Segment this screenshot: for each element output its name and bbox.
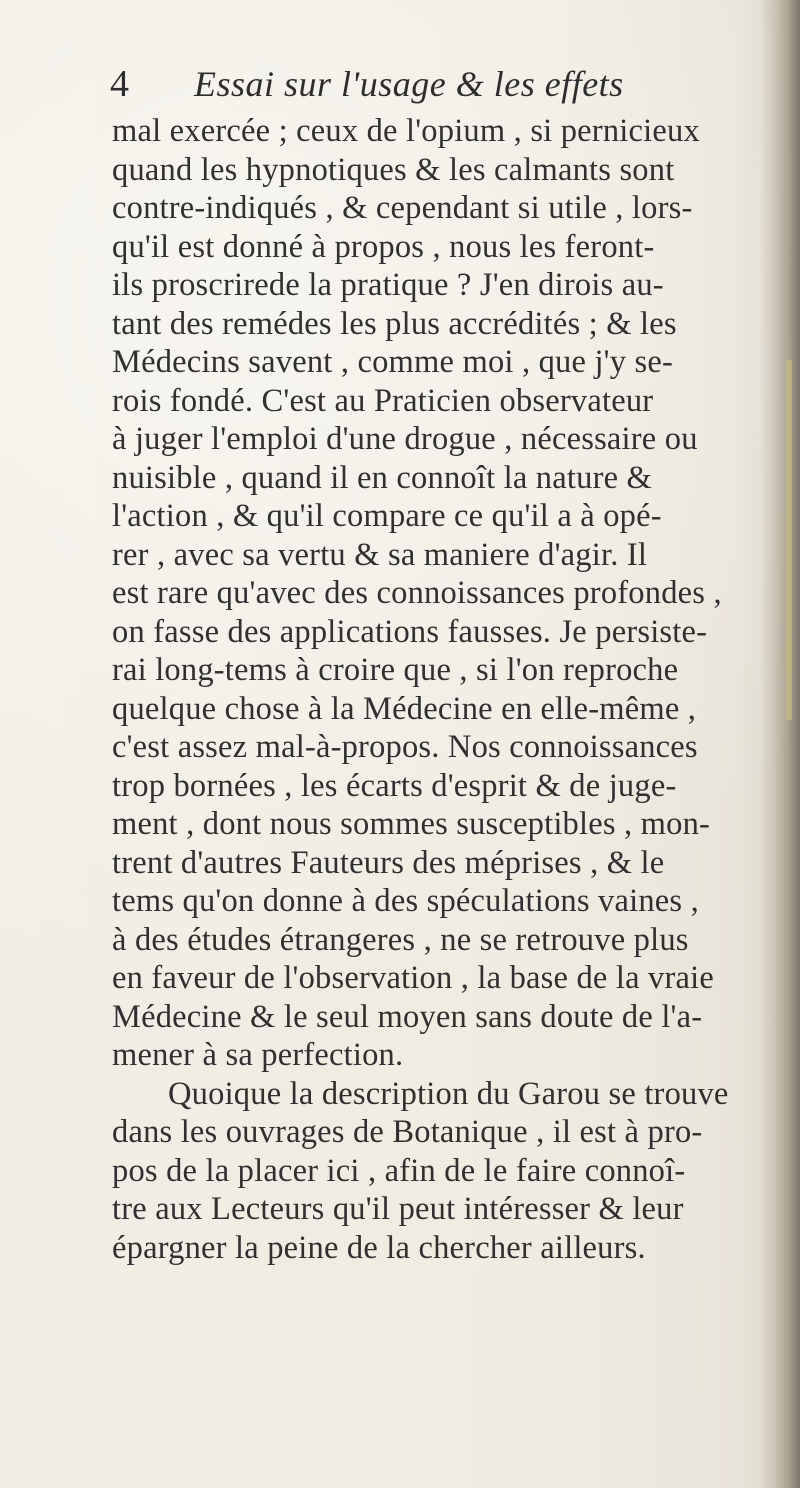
text-line: contre-indiqués , & cependant si utile , lors-: [112, 190, 693, 226]
text-line: rer , avec sa vertu & sa maniere d'agir. Il: [112, 536, 648, 573]
text-line: trop bornées , les écarts d'esprit & de juge-: [112, 767, 677, 804]
text-line: en faveur de l'observation , la base de la vraie: [112, 960, 714, 996]
text-line: trent d'autres Fauteurs des méprises , & le: [112, 844, 665, 881]
text-line: tant des remédes les plus accrédités ; & les: [112, 305, 677, 342]
text-line: c'est assez mal-à-propos. Nos connoissances: [112, 729, 698, 765]
text-line: Médecins savent , comme moi , que j'y se-: [112, 344, 674, 380]
text-line: qu'il est donné à propos , nous les feront-: [112, 228, 655, 265]
text-line: quelque chose à la Médecine en elle-même ,: [112, 690, 697, 727]
text-line: Médecine & le seul moyen sans doute de l'a-: [112, 998, 703, 1035]
text-line: on fasse des applications fausses. Je persiste-: [112, 613, 708, 650]
text-line: ils proscrirede la pratique ? J'en dirois au-: [112, 267, 664, 303]
text-line: pos de la placer ici , afin de le faire connoî-: [112, 1152, 686, 1189]
text-line: nuisible , quand il en connoît la nature &: [112, 459, 653, 496]
text-line: à des études étrangeres , ne se retrouve plus: [112, 921, 689, 958]
text-line: mener à sa perfection.: [112, 1037, 404, 1073]
text-line: quand les hypnotiques & les calmants sont: [112, 151, 675, 188]
running-title: Essai sur l'usage & les effets: [194, 64, 624, 104]
text-line: épargner la peine de la chercher ailleurs.: [112, 1229, 646, 1266]
text-line: l'action , & qu'il compare ce qu'il a à opé-: [112, 498, 662, 534]
text-line: rois fondé. C'est au Praticien observateur: [112, 382, 654, 419]
text-line: rai long-tems à croire que , si l'on reproche: [112, 652, 679, 688]
text-line: Quoique la description du Garou se trouve: [168, 1075, 729, 1112]
text-line: dans les ouvrages de Botanique , il est à pro-: [112, 1114, 703, 1150]
text-line: à juger l'emploi d'une drogue , nécessaire ou: [112, 421, 698, 457]
page-number: 4: [110, 63, 129, 105]
body-text: [112, 112, 797, 1267]
text-line: tems qu'on donne à des spéculations vaines ,: [112, 883, 699, 919]
text-line: est rare qu'avec des connoissances profondes ,: [112, 575, 722, 611]
page-header: [110, 62, 750, 110]
text-line: mal exercée ; ceux de l'opium , si pernicieux: [112, 113, 700, 149]
text-line: tre aux Lecteurs qu'il peut intéresser & leur: [112, 1191, 684, 1227]
text-line: ment , dont nous sommes susceptibles , mon-: [112, 806, 711, 842]
